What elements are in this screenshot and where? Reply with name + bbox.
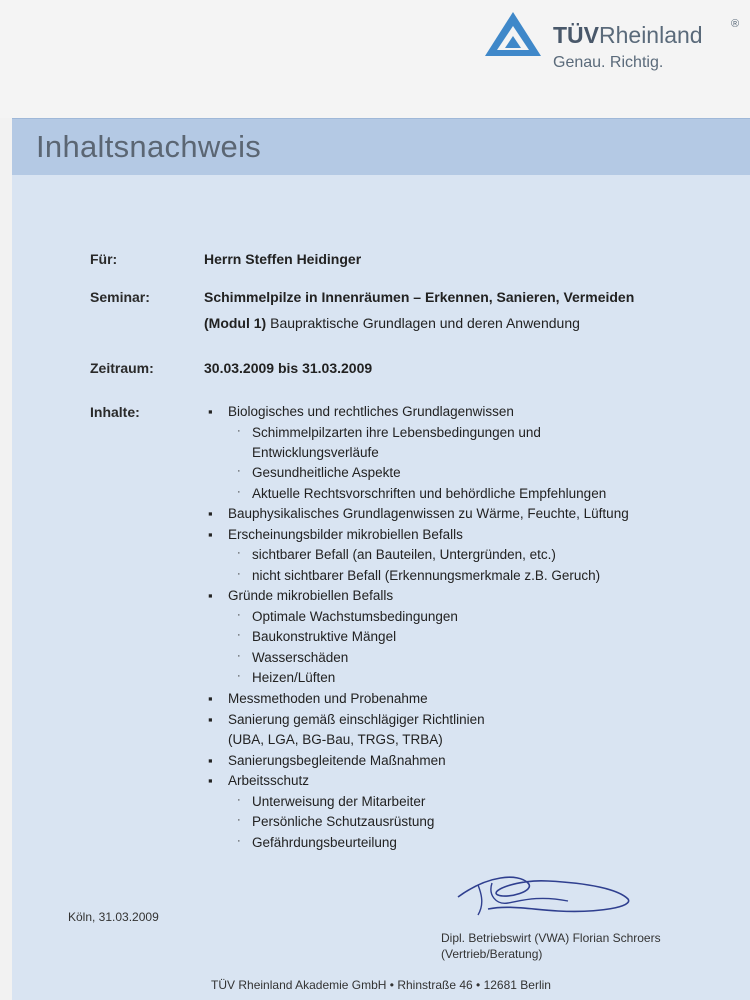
signer-name: Dipl. Betriebswirt (VWA) Florian Schroers: [441, 931, 661, 945]
list-item: · Gesundheitliche Aspekte: [237, 465, 401, 480]
bullet-icon: ·: [237, 425, 241, 437]
bullet-icon: ·: [237, 794, 241, 806]
bullet-icon: ·: [237, 547, 241, 559]
brand-name: TÜVRheinland: [553, 22, 703, 48]
signer-block: [441, 930, 661, 962]
bullet-icon: ·: [237, 670, 241, 682]
letterhead: [0, 0, 750, 118]
bullet-icon: ▪: [208, 588, 213, 603]
signer-role: (Vertrieb/Beratung): [441, 947, 543, 961]
tuv-rheinland-logo: [483, 10, 743, 74]
seminar-label: Seminar:: [90, 289, 150, 305]
list-item: · Persönliche Schutzausrüstung: [237, 814, 435, 829]
list-item: ▪ Gründe mikrobiellen Befalls: [208, 588, 394, 603]
bullet-icon: ▪: [208, 691, 213, 706]
fuer-value: Herrn Steffen Heidinger: [204, 251, 362, 267]
list-item: · Wasserschäden: [237, 650, 349, 665]
list-item-continuation: (UBA, LGA, BG-Bau, TRGS, TRBA): [228, 732, 443, 747]
place-date: Köln, 31.03.2009: [68, 910, 159, 924]
signature: [448, 865, 648, 925]
bullet-icon: ▪: [208, 404, 213, 419]
list-item: · sichtbarer Befall (an Bauteilen, Untergründen, etc.): [237, 547, 556, 562]
zeitraum-value: 30.03.2009 bis 31.03.2009: [204, 360, 373, 376]
fuer-label: Für:: [90, 251, 118, 267]
bullet-icon: ▪: [208, 712, 213, 727]
list-item: · nicht sichtbarer Befall (Erkennungsmerkmale z.B. Geruch): [237, 568, 601, 583]
bullet-icon: ·: [237, 814, 241, 826]
bullet-icon: ·: [237, 650, 241, 662]
list-item: · Optimale Wachstumsbedingungen: [237, 609, 458, 624]
title-band: [12, 118, 750, 176]
list-item: · Baukonstruktive Mängel: [237, 629, 397, 644]
list-item: · Aktuelle Rechtsvorschriften und behördliche Empfehlungen: [237, 486, 607, 501]
inhalte-label: Inhalte:: [90, 404, 140, 420]
registered-mark: ®: [731, 18, 740, 30]
bullet-icon: ▪: [208, 527, 213, 542]
bullet-icon: ·: [237, 568, 241, 580]
bullet-icon: ▪: [208, 773, 213, 788]
zeitraum-label: Zeitraum:: [90, 360, 154, 376]
list-item: ▪ Sanierungsbegleitende Maßnahmen: [208, 753, 446, 768]
list-item-continuation: Entwicklungsverläufe: [252, 445, 379, 460]
list-item: · Heizen/Lüften: [237, 670, 336, 685]
seminar-title: Schimmelpilze in Innenräumen – Erkennen, Sanieren, Vermeiden: [204, 289, 635, 305]
list-item: ▪ Biologisches und rechtliches Grundlagenwissen: [208, 404, 514, 419]
list-item: · Schimmelpilzarten ihre Lebensbedingungen und: [237, 425, 541, 440]
triangle-logo-icon: [483, 10, 543, 58]
footer-address: TÜV Rheinland Akademie GmbH • Rhinstraße 46 • 12681 Berlin: [211, 978, 551, 992]
bullet-icon: ·: [237, 609, 241, 621]
seminar-module: (Modul 1) Baupraktische Grundlagen und deren Anwendung: [204, 315, 580, 331]
bullet-icon: ·: [237, 835, 241, 847]
list-item: ▪ Arbeitsschutz: [208, 773, 310, 788]
bullet-icon: ▪: [208, 506, 213, 521]
list-item: · Gefährdungsbeurteilung: [237, 835, 397, 850]
list-item: ▪ Bauphysikalisches Grundlagenwissen zu Wärme, Feuchte, Lüftung: [208, 506, 629, 521]
bullet-icon: ▪: [208, 753, 213, 768]
list-item: ▪ Sanierung gemäß einschlägiger Richtlinien: [208, 712, 485, 727]
brand-slogan: Genau. Richtig.: [553, 54, 664, 71]
page-title: Inhaltsnachweis: [36, 129, 262, 164]
list-item: ▪ Erscheinungsbilder mikrobiellen Befalls: [208, 527, 463, 542]
list-item: · Unterweisung der Mitarbeiter: [237, 794, 426, 809]
content-panel: [12, 175, 750, 1000]
bullet-icon: ·: [237, 486, 241, 498]
bullet-icon: ·: [237, 629, 241, 641]
bullet-icon: ·: [237, 465, 241, 477]
list-item: ▪ Messmethoden und Probenahme: [208, 691, 428, 706]
